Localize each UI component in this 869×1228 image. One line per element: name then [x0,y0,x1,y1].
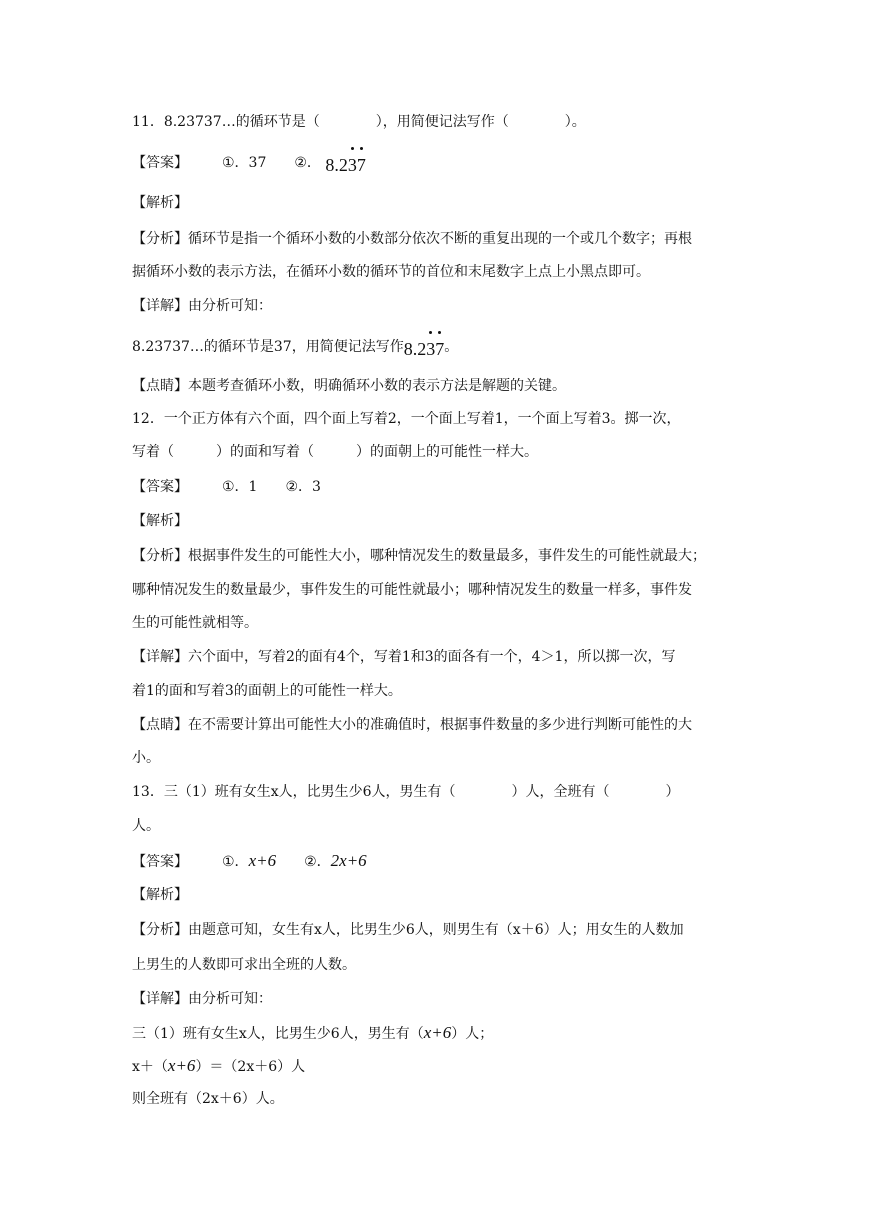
repeat-dot-icon [351,147,354,150]
answer-label: 【答案】 [132,155,188,171]
q12-question-line-1: 12．一个正方体有六个面，四个面上写着2，一个面上写着1，一个面上写着3。掷一次， [132,411,681,427]
q12-analysis-label: 【解析】 [132,513,188,529]
q13-answer-line [132,851,367,872]
q13-step-2: x＋（x+6）＝（2x＋6）人 [132,1056,306,1075]
q13-analysis-label: 【解析】 [132,887,188,903]
q13-xiangjie: 【详解】由分析可知： [132,991,272,1007]
answer-label: 【答案】 [132,854,188,870]
repeat-dot-icon [438,331,441,334]
q13-fenxi-line-2: 上男生的人数即可求出全班的人数。 [132,957,356,973]
repeat-dot-icon [360,147,363,150]
answer-2: ②．3 [285,479,321,495]
q13-step-3: 则全班有（2x＋6）人。 [132,1091,284,1107]
step-1-math: x+6 [423,1023,452,1042]
q13-step-1: 三（1）班有女生x人，比男生少6人，男生有（x+6）人； [132,1023,494,1042]
answer-1-math: x+6 [248,851,277,870]
q11-dianjing: 【点睛】本题考查循环小数，明确循环小数的表示方法是解题的关键。 [132,378,566,394]
q12-xiangjie-line-2: 着1的面和写着3的面朝上的可能性一样大。 [132,683,402,699]
q12-dianjing-line-2: 小。 [132,750,160,766]
repeat-dot-icon [429,331,432,334]
q13-question-line-1: 13．三（1）班有女生x人，比男生少6人，男生有（ ）人，全班有（ ） [132,784,680,800]
q11-xiangjie: 【详解】由分析可知： [132,298,272,314]
answer-label: 【答案】 [132,479,188,495]
q11-question: 11．8.23737…的循环节是（ ），用简便记法写作（ ）。 [132,114,586,130]
q12-xiangjie-line-1: 【详解】六个面中，写着2的面有4个，写着1和3的面各有一个，4＞1，所以掷一次，写 [132,649,676,665]
q13-question-line-2: 人。 [132,818,160,834]
answer-1: ①．37 [222,155,267,171]
q11-fenxi-line-1: 【分析】循环节是指一个循环小数的小数部分依次不断的重复出现的一个或几个数字；再根 [132,231,692,247]
repeating-decimal-notation: 8.23 7 [325,155,366,175]
q12-fenxi-line-2: 哪种情况发生的数量最少，事件发生的可能性就最小；哪种情况发生的数量一样多，事件发 [132,582,692,598]
q11-analysis-label: 【解析】 [132,195,188,211]
repeating-decimal-notation: 8.23 7 [404,339,445,359]
answer-1-prefix: ①． [222,854,249,870]
answer-2-prefix: ②． [304,854,331,870]
q11-fenxi-line-2: 据循环小数的表示方法，在循环小数的循环节的首位和末尾数字上点上小黑点即可。 [132,264,650,280]
answer-2-prefix: ②． [294,155,321,171]
q12-fenxi-line-3: 生的可能性就相等。 [132,615,258,631]
answer-1: ①．1 [222,479,258,495]
step-2-math: x+6 [167,1056,196,1075]
answer-2-math: 2x+6 [330,851,367,870]
q12-fenxi-line-1: 【分析】根据事件发生的可能性大小，哪种情况发生的数量最多，事件发生的可能性就最大； [132,548,706,564]
q12-question-line-2: 写着（ ）的面和写着（ ）的面朝上的可能性一样大。 [132,444,538,460]
q12-answer-line [132,477,321,497]
q11-answer-line [132,151,366,173]
q11-solution: 8.23737…的循环节是37，用简便记法写作8.23 7 。 [132,335,458,357]
q12-dianjing-line-1: 【点睛】在不需要计算出可能性大小的准确值时，根据事件数量的多少进行判断可能性的大 [132,717,692,733]
q13-fenxi-line-1: 【分析】由题意可知，女生有x人，比男生少6人，则男生有（x＋6）人；用女生的人数加 [132,922,684,938]
